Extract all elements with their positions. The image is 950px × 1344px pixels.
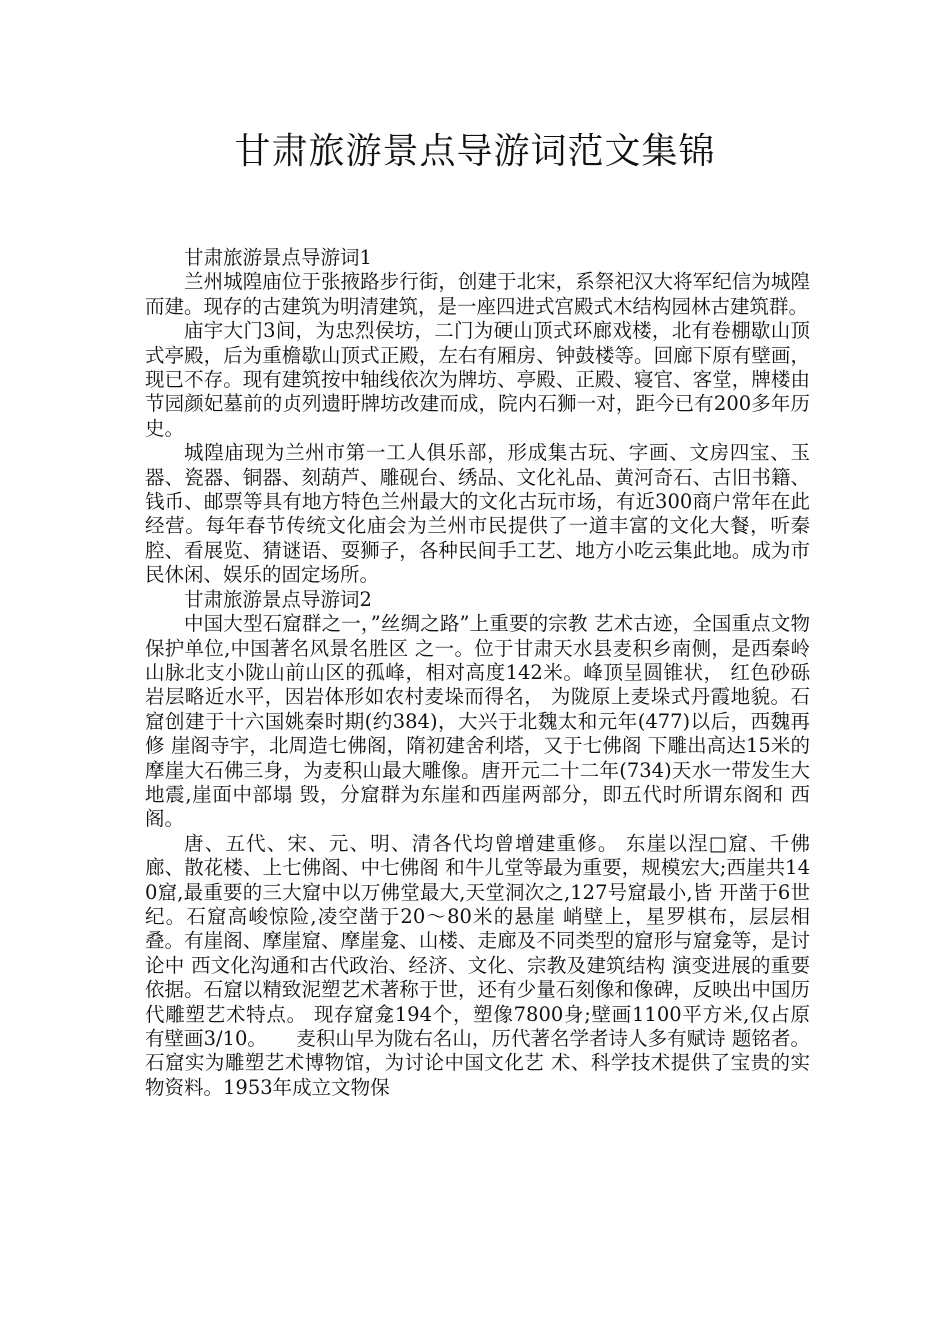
document-title: 甘肃旅游景点导游词范文集锦 [234, 131, 716, 172]
paragraph: 城隍庙现为兰州市第一工人俱乐部，形成集古玩、字画、文房四宝、玉器、瓷器、铜器、刻葫芦、雕砚台、绣品、文化礼品、黄河奇石、古旧书籍、钱币、邮票等具有地方特色兰州最大的文化古玩市场，有近300商户常年在此经营。每年春节传统文化庙会为兰州市民提供了一道丰富的文化大餐，听秦腔、看展览、猜谜语、耍狮子，各种民间手工艺、地方小吃云集此地。成为市民休闲、娱乐的固定场所。 [145, 441, 810, 587]
paragraph: 唐、五代、宋、元、明、清各代均曾增建重修。 东崖以涅□窟、千佛廊、散花楼、上七佛阁、中七佛阁 和牛儿堂等最为重要，规模宏大;西崖共140窟,最重要的三大窟中以万佛堂最大,天堂洞次之,127号窟最小,皆 开凿于6世纪。石窟高峻惊险,凌空凿于20～80米的悬崖 峭壁上，星罗棋布，层层相叠。有崖阁、摩崖窟、摩崖龛、山楼、走廊及不同类型的窟形与窟龛等，是讨论中 西文化沟通和古代政治、经济、文化、宗教及建筑结构 演变进展的重要依据。石窟以精致泥塑艺术著称于世，还有少量石刻像和像碑，反映出中国历代雕塑艺术特点。 现存窟龛194个，塑像7800身;壁画1100平方米,仅占原 有壁画3/10。 麦积山早为陇右名山，历代著名学者诗人多有赋诗 题铭者。石窟实为雕塑艺术博物馆，为讨论中国文化艺 术、科学技术提供了宝贵的实物资料。1953年成立文物保 [145, 831, 810, 1099]
paragraph: 兰州城隍庙位于张掖路步行街，创建于北宋，系祭祀汉大将军纪信为城隍而建。现存的古建筑为明清建筑，是一座四进式宫殿式木结构园林古建筑群。 [145, 270, 810, 318]
section-heading-1: 甘肃旅游景点导游词1 [184, 246, 372, 269]
document-body [145, 246, 810, 1100]
paragraph: 中国大型石窟群之一，”丝绸之路”上重要的宗教 艺术古迹，全国重点文物保护单位,中国著名风景名胜区 之一。位于甘肃天水县麦积乡南侧，是西秦岭山脉北支小陇山前山区的孤峰，相对高度142米。峰顶呈圆锥状， 红色砂砾岩层略近水平，因岩体形如农村麦垛而得名， 为陇原上麦垛式丹霞地貌。石窟创建于十六国姚秦时期(约384)，大兴于北魏太和元年(477)以后，西魏再修 崖阁寺宇，北周造七佛阁，隋初建舍利塔，又于七佛阁 下雕出高达15米的摩崖大石佛三身，为麦积山最大雕像。唐开元二十二年(734)天水一带发生大地震,崖面中部塌 毁，分窟群为东崖和西崖两部分，即五代时所谓东阁和 西阁。 [145, 612, 810, 831]
section-heading-2: 甘肃旅游景点导游词2 [184, 587, 372, 611]
paragraph: 庙宇大门3间，为忠烈侯坊，二门为硬山顶式环廊戏楼，北有卷棚歇山顶式亭殿，后为重檐歇山顶式正殿，左右有厢房、钟鼓楼等。回廊下原有壁画，现已不存。现有建筑按中轴线依次为牌坊、亭殿、正殿、寝官、客堂，牌楼由节园颜妃墓前的贞列遗盱牌坊改建而成，院内石狮一对，距今已有200多年历史。 [145, 319, 810, 440]
